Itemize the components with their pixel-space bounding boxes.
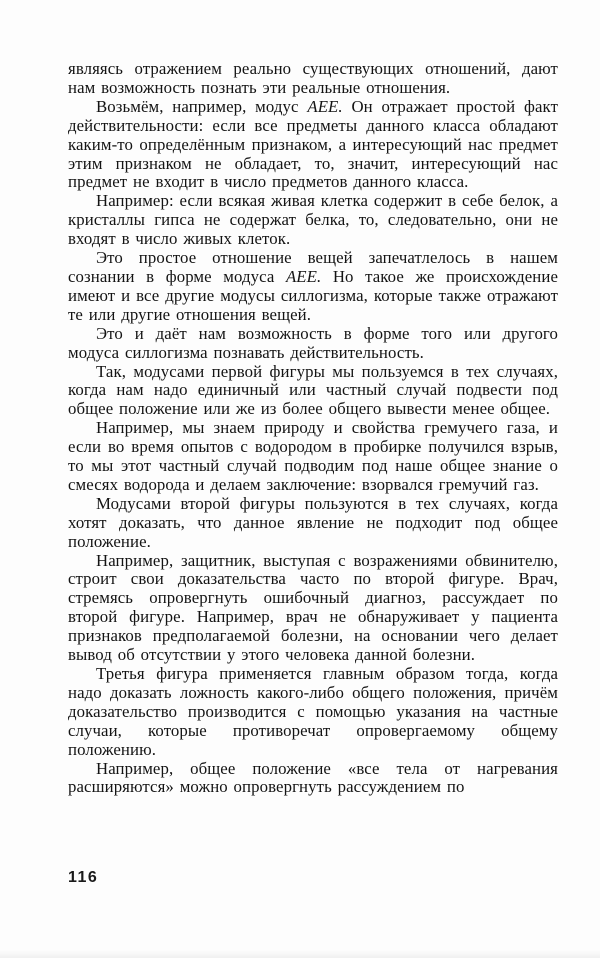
text-run: Третья фигура применяется главным образом тогда, когда надо доказать ложность какого-либо общего положения, причём доказательство производится с помощью указания на частные случаи, которые противоречат опровергаемому общему положению.	[68, 664, 558, 759]
text-run: Возьмём, например, модус	[96, 96, 308, 116]
text-run: являясь отражением реально существующих отношений, дают нам возможность познать эти реальные отношения.	[68, 59, 558, 97]
text-run: Например, защитник, выступая с возражениями обвинителю, строит свои доказательства часто по второй фигуре. Врач, стремясь опровергнуть ошибочный диагноз, рассуждает по второй фигуре. Например, врач не обнаруживает у пациента признаков предполагаемой болезни, на основании чего делает вывод об отсутствии у этого человека данной болезни.	[68, 550, 558, 665]
modus-term: АЕЕ.	[285, 266, 322, 286]
modus-term: АЕЕ.	[307, 96, 343, 116]
page-number: 116	[68, 869, 99, 886]
text-run: Это простое отношение вещей запечатлелось в нашем сознании в форме модуса	[68, 248, 558, 286]
text-run: Например, общее положение «все тела от нагревания расширяются» можно опровергнуть рассуждением по	[68, 758, 558, 797]
text-run: Например, мы знаем природу и свойства гремучего газа, и если во время опытов с водородом в пробирке получился взрыв, то мы этот частный случай подводим под наше общее знание о смесях водорода и делаем заключение: взорвался гремучий газ.	[68, 418, 558, 494]
paragraph	[68, 363, 558, 420]
paragraph	[68, 98, 558, 193]
text-run: Так, модусами первой фигуры мы пользуемся в тех случаях, когда нам надо единичный или частный случай подвести под общее положение или же из более общего вывести менее общее.	[68, 361, 558, 419]
paragraph	[68, 249, 558, 325]
paragraph	[68, 60, 558, 98]
text-run: Например: если всякая живая клетка содержит в себе белок, а кристаллы гипса не содержат белка, то, следовательно, они не входят в число живых клеток.	[68, 191, 558, 249]
text-run: Он отражает простой факт действительности: если все предметы данного класса обладают каким-то определённым признаком, а интересующий нас предмет этим признаком не обладает, то, значит, интересующий нас предмет не входит в число предметов данного класса.	[68, 96, 559, 192]
paragraph	[68, 552, 558, 665]
paragraph	[68, 495, 558, 552]
paragraph	[68, 419, 558, 495]
text-run: Это и даёт нам возможность в форме того или другого модуса силлогизма познавать действительность.	[68, 323, 558, 362]
paragraph	[68, 192, 558, 249]
paragraph	[68, 665, 558, 760]
paragraph	[68, 760, 558, 798]
paragraph	[68, 325, 558, 363]
scan-edge	[0, 950, 600, 958]
text-block	[68, 60, 558, 797]
text-run: Но такое же происхождение имеют и все другие модусы силлогизма, которые также отражают те или другие отношения вещей.	[68, 266, 558, 324]
text-run: Модусами второй фигуры пользуются в тех случаях, когда хотят доказать, что данное явление не подходит под общее положение.	[68, 493, 558, 551]
